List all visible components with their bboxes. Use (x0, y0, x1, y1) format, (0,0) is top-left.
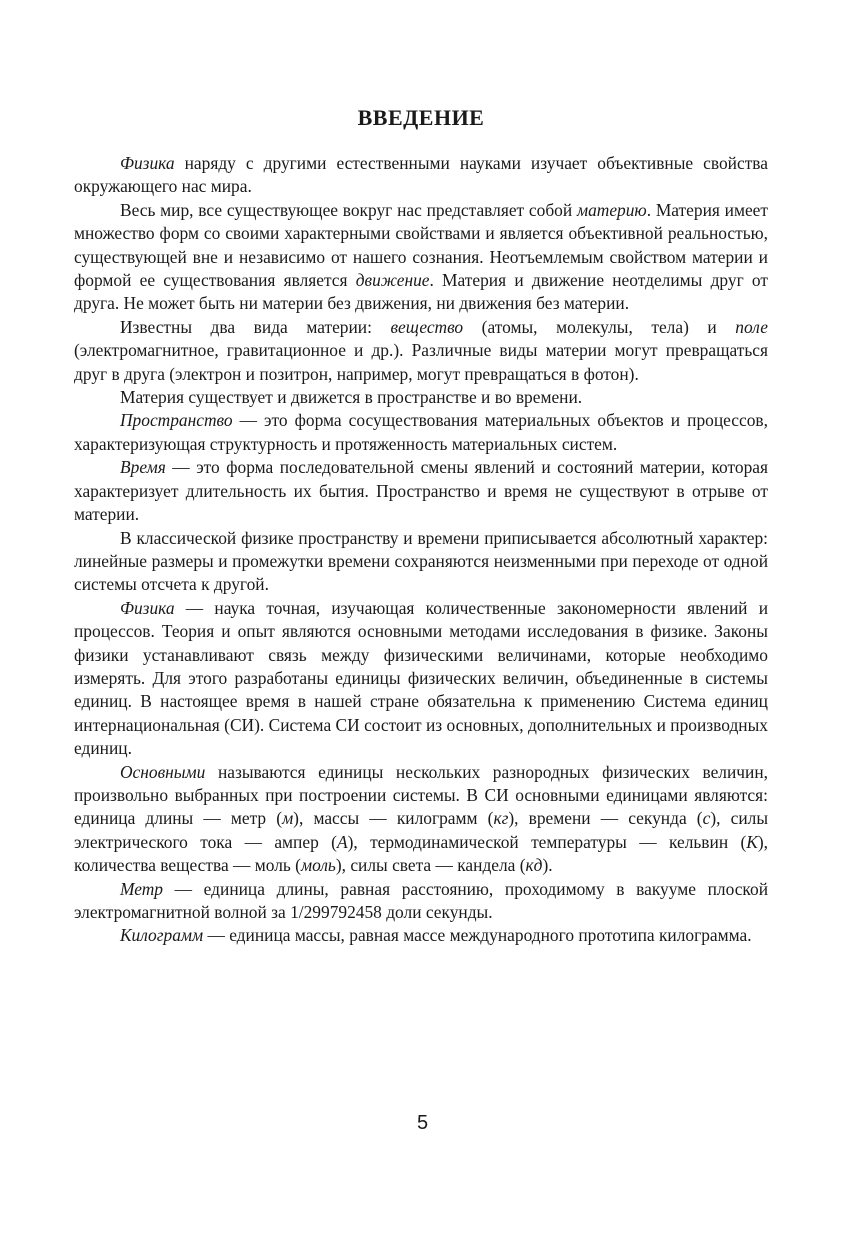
text-run: Весь мир, все существующее вокруг нас представляет собой (120, 199, 577, 220)
text-run: ). (542, 855, 553, 876)
paragraph (74, 409, 768, 456)
italic-term: К (746, 831, 758, 852)
italic-term: движение (355, 270, 430, 291)
text-run: ), количества вещества — моль ( (74, 831, 768, 876)
italic-term: Пространство (120, 410, 233, 431)
text-run: . Материя и движение неотделимы друг от друга. Не может быть ни материи без движения, ни движения без материи. (74, 270, 768, 314)
page-number: 5 (416, 1112, 429, 1134)
section-heading: ВВЕДЕНИЕ (357, 105, 485, 130)
text-run: называются единицы нескольких разнородных физических величин, произвольно выбранных при построении системы. В СИ основными единицами являются: единица длины — метр ( (74, 761, 768, 829)
paragraph (74, 924, 768, 947)
paragraph (74, 199, 768, 316)
italic-term: материю (576, 199, 647, 220)
italic-term: Время (120, 457, 166, 478)
paragraph (74, 597, 768, 761)
paragraph (74, 152, 768, 199)
text-run: (электромагнитное, гравитационное и др.). Различные виды материи могут превращаться друг в друга (электрон и позитрон, например, могут превращаться в фотон). (74, 340, 768, 384)
text-run: — единица длины, равная расстоянию, проходимому в вакууме плоской электромагнитной волной за 1/299792458 доли секунды. (74, 878, 768, 922)
paragraph (74, 456, 768, 526)
paragraph (74, 527, 768, 597)
paragraph (74, 316, 768, 386)
text-run: — наука точная, изучающая количественные закономерности явлений и процессов. Теория и опыт являются основными методами исследования в физике. Законы физики устанавливают связь между физическими величинами, которые необходимо измерять. Для этого разработаны единицы физических величин, объединенные в системы единиц. В настоящее время в нашей стране обязательна к применению Система единиц интернациональная (СИ). Система СИ состоит из основных, дополнительных и производных единиц. (74, 597, 768, 759)
italic-term: кд (525, 855, 543, 876)
text-run: — единица массы, равная массе международного прототипа килограмма. (203, 925, 752, 946)
italic-term: моль (300, 855, 336, 876)
italic-term: с (702, 808, 711, 829)
italic-term: Основными (120, 761, 206, 782)
italic-term: м (282, 808, 294, 829)
text-run: . Материя имеет множество форм со своими характерными свойствами и является объективной реальностью, существующей вне и независимо от нашего сознания. Неотъемлемым свойством материи и формой ее существования является (74, 199, 768, 291)
italic-term: вещество (390, 316, 464, 337)
text-run: ), силы электрического тока — ампер ( (74, 808, 769, 852)
text-run: ), силы света — кандела ( (335, 855, 526, 876)
text-run: ), массы — килограмм ( (293, 808, 494, 829)
italic-term: кг (493, 808, 509, 829)
text-body (74, 152, 768, 948)
italic-term: Физика (120, 597, 175, 618)
paragraph (74, 878, 768, 925)
text-run: Материя существует и движется в пространстве и во времени. (120, 387, 583, 408)
paragraph (74, 761, 768, 878)
text-run: В классической физике пространству и времени приписывается абсолютный характер: линейные размеры и промежутки времени сохраняются неизменными при переходе от одной системы отсчета к другой. (74, 527, 768, 595)
text-run: Известны два вида материи: (120, 316, 391, 337)
text-run: — это форма последовательной смены явлений и состояний материи, которая характеризует длительность их бытия. Пространство и время не существуют в отрыве от материи. (74, 457, 768, 525)
italic-term: Метр (120, 878, 163, 899)
text-run: (атомы, молекулы, тела) и (463, 316, 736, 337)
text-run: наряду с другими естественными науками изучает объективные свойства окружающего нас мира. (74, 153, 768, 197)
italic-term: А (336, 831, 348, 852)
text-run: ), времени — секунда ( (508, 808, 703, 829)
text-run: ), термодинамической температуры — кельвин ( (347, 831, 747, 852)
page-body (74, 104, 768, 948)
italic-term: Физика (120, 153, 175, 173)
italic-term: Килограмм (120, 925, 204, 946)
italic-term: поле (735, 316, 768, 337)
paragraph (74, 386, 768, 409)
text-run: — это форма сосуществования материальных объектов и процессов, характеризующая структурность и протяженность материальных систем. (74, 410, 768, 454)
